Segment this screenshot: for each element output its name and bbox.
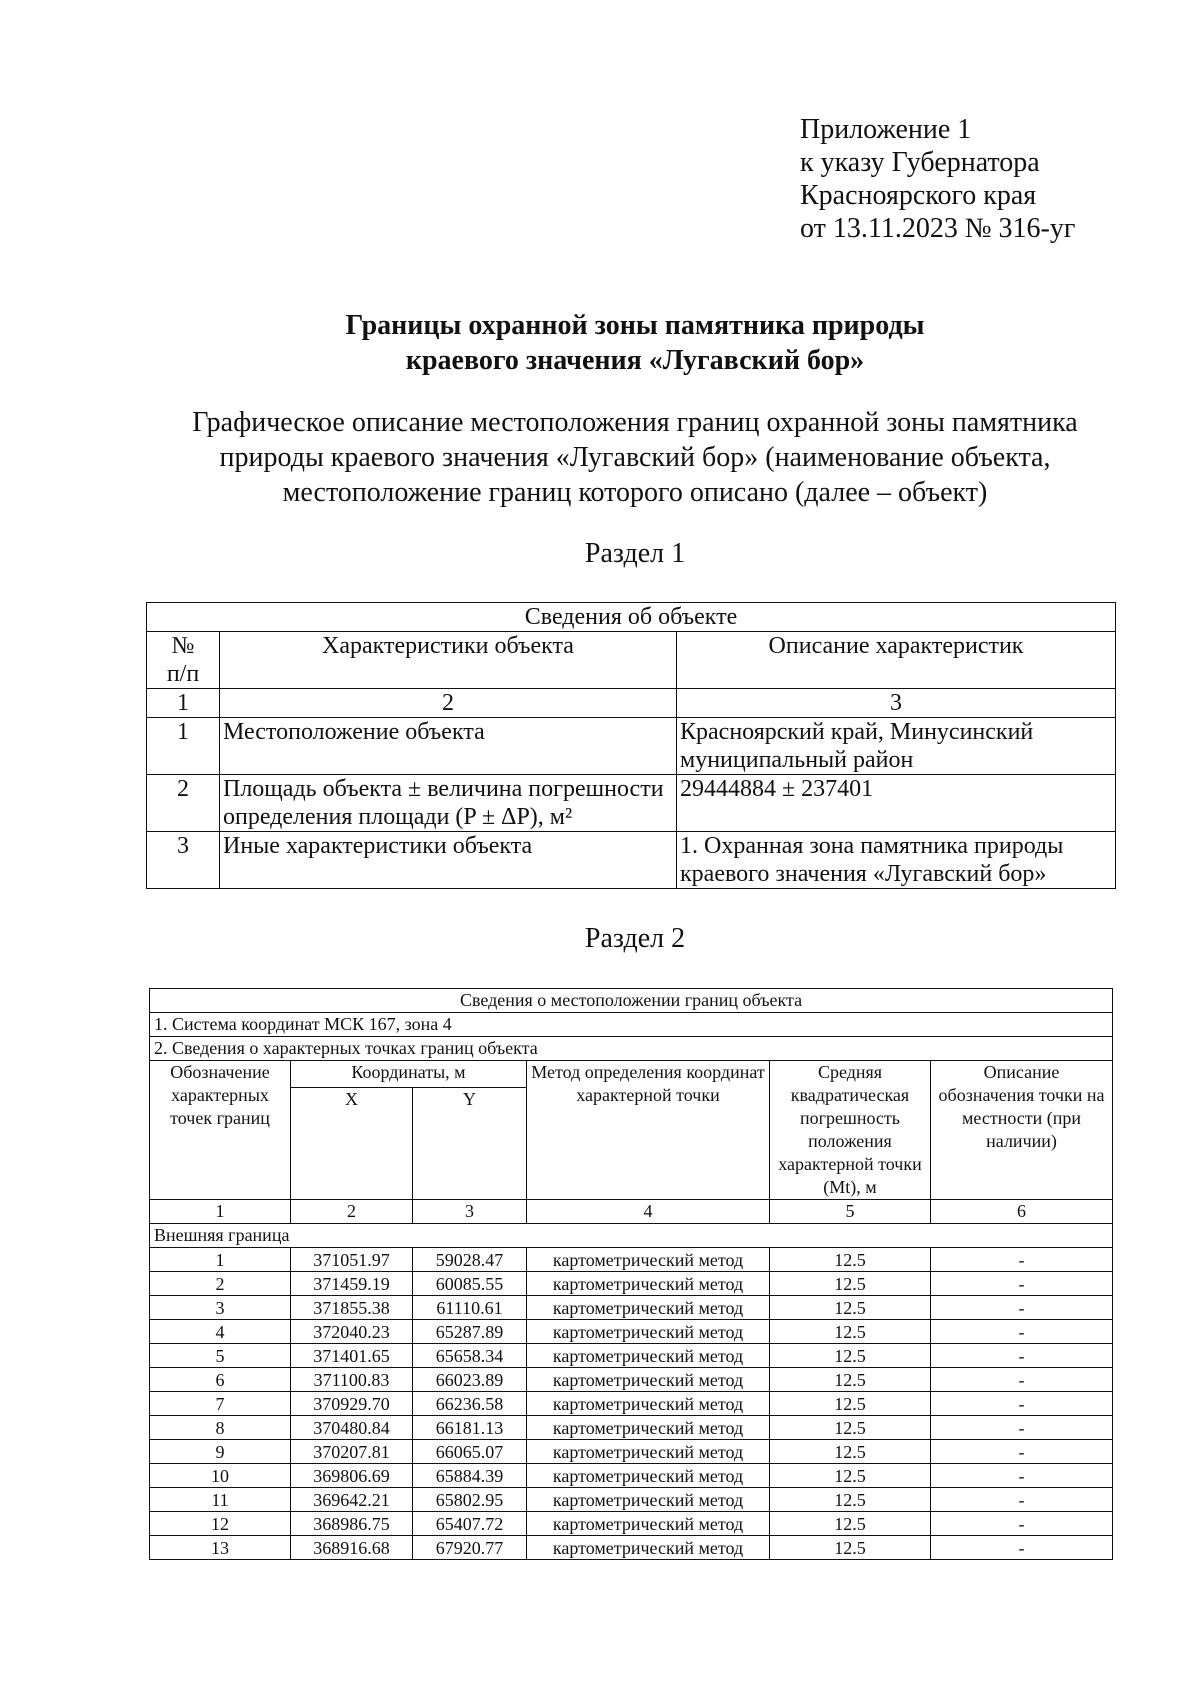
row-characteristic: Местоположение объекта — [220, 718, 677, 775]
appendix-line: Приложение 1 — [800, 114, 972, 145]
header-coordinates: Координаты, м — [291, 1061, 527, 1088]
point-y: 65287.89 — [413, 1320, 527, 1344]
point-method: картометрический метод — [527, 1536, 770, 1560]
table-row — [150, 1488, 1113, 1512]
point-number: 4 — [150, 1320, 291, 1344]
point-number: 10 — [150, 1464, 291, 1488]
point-x: 371051.97 — [291, 1248, 413, 1272]
boundary-points-table — [149, 988, 1113, 1560]
point-error: 12.5 — [770, 1392, 931, 1416]
table-row — [147, 775, 1116, 832]
point-y: 66236.58 — [413, 1392, 527, 1416]
point-method: картометрический метод — [527, 1248, 770, 1272]
point-error: 12.5 — [770, 1464, 931, 1488]
row-characteristic: Площадь объекта ± величина погрешности определения площади (P ± ΔP), м² — [220, 775, 677, 832]
point-method: картометрический метод — [527, 1512, 770, 1536]
graphic-description — [0, 405, 1200, 510]
table-row — [147, 718, 1116, 775]
table-row — [150, 1344, 1113, 1368]
appendix-line: от 13.11.2023 № 316-уг — [800, 213, 1076, 244]
point-mark: - — [931, 1248, 1113, 1272]
point-x: 372040.23 — [291, 1320, 413, 1344]
table-row — [150, 1320, 1113, 1344]
column-number: 1 — [147, 689, 220, 718]
header-description: Описание характеристик — [677, 632, 1116, 689]
point-mark: - — [931, 1416, 1113, 1440]
point-y: 65658.34 — [413, 1344, 527, 1368]
graphic-description-line: Графическое описание местоположения границ охранной зоны памятника — [192, 407, 1078, 438]
point-method: картометрический метод — [527, 1344, 770, 1368]
point-number: 2 — [150, 1272, 291, 1296]
point-mark: - — [931, 1368, 1113, 1392]
point-mark: - — [931, 1488, 1113, 1512]
point-method: картометрический метод — [527, 1320, 770, 1344]
row-number: 2 — [147, 775, 220, 832]
row-number: 1 — [147, 718, 220, 775]
point-y: 67920.77 — [413, 1536, 527, 1560]
point-x: 371100.83 — [291, 1368, 413, 1392]
graphic-description-line: местоположение границ которого описано (далее – объект) — [282, 477, 988, 508]
point-error: 12.5 — [770, 1248, 931, 1272]
table-title: Сведения о местоположении границ объекта — [150, 989, 1113, 1013]
point-method: картометрический метод — [527, 1440, 770, 1464]
table-row — [150, 1464, 1113, 1488]
header-method: Метод определения координат характерной точки — [527, 1061, 770, 1200]
row-description: 1. Охранная зона памятника природы краевого значения «Лугавский бор» — [677, 832, 1116, 889]
column-number: 3 — [677, 689, 1116, 718]
point-number: 9 — [150, 1440, 291, 1464]
point-y: 60085.55 — [413, 1272, 527, 1296]
point-y: 65802.95 — [413, 1488, 527, 1512]
appendix-block — [800, 113, 1075, 245]
point-x: 369806.69 — [291, 1464, 413, 1488]
table-row — [150, 1440, 1113, 1464]
point-number: 6 — [150, 1368, 291, 1392]
header-designation: Обозначение характерных точек границ — [150, 1061, 291, 1200]
point-number: 8 — [150, 1416, 291, 1440]
point-method: картометрический метод — [527, 1416, 770, 1440]
point-mark: - — [931, 1392, 1113, 1416]
point-y: 66065.07 — [413, 1440, 527, 1464]
header-x: X — [291, 1088, 413, 1200]
boundary-label: Внешняя граница — [150, 1224, 1113, 1248]
section-2-heading: Раздел 2 — [584, 923, 686, 954]
point-error: 12.5 — [770, 1296, 931, 1320]
point-mark: - — [931, 1320, 1113, 1344]
point-mark: - — [931, 1344, 1113, 1368]
graphic-description-line: природы краевого значения «Лугавский бор» (наименование объекта, — [219, 442, 1051, 473]
header-number: № п/п — [147, 632, 220, 689]
point-y: 65884.39 — [413, 1464, 527, 1488]
point-method: картометрический метод — [527, 1488, 770, 1512]
point-y: 66181.13 — [413, 1416, 527, 1440]
point-error: 12.5 — [770, 1368, 931, 1392]
point-method: картометрический метод — [527, 1296, 770, 1320]
table-row — [147, 832, 1116, 889]
table-row — [150, 1416, 1113, 1440]
point-method: картометрический метод — [527, 1272, 770, 1296]
title-line: краевого значения «Лугавский бор» — [405, 345, 865, 376]
point-x: 370929.70 — [291, 1392, 413, 1416]
point-error: 12.5 — [770, 1440, 931, 1464]
point-error: 12.5 — [770, 1536, 931, 1560]
point-error: 12.5 — [770, 1488, 931, 1512]
point-number: 13 — [150, 1536, 291, 1560]
point-x: 370480.84 — [291, 1416, 413, 1440]
point-mark: - — [931, 1464, 1113, 1488]
column-number: 2 — [291, 1200, 413, 1224]
point-method: картометрический метод — [527, 1464, 770, 1488]
column-number: 5 — [770, 1200, 931, 1224]
table-row — [150, 1512, 1113, 1536]
column-number: 3 — [413, 1200, 527, 1224]
table-row — [150, 1392, 1113, 1416]
row-characteristic: Иные характеристики объекта — [220, 832, 677, 889]
point-y: 65407.72 — [413, 1512, 527, 1536]
point-method: картометрический метод — [527, 1392, 770, 1416]
point-mark: - — [931, 1272, 1113, 1296]
section-1-heading: Раздел 1 — [584, 538, 686, 569]
header-characteristics: Характеристики объекта — [220, 632, 677, 689]
point-error: 12.5 — [770, 1344, 931, 1368]
points-info: 2. Сведения о характерных точках границ объекта — [150, 1037, 1113, 1061]
point-error: 12.5 — [770, 1320, 931, 1344]
table-title: Сведения об объекте — [147, 603, 1116, 632]
point-mark: - — [931, 1536, 1113, 1560]
point-x: 369642.21 — [291, 1488, 413, 1512]
point-mark: - — [931, 1512, 1113, 1536]
point-method: картометрический метод — [527, 1368, 770, 1392]
column-number: 2 — [220, 689, 677, 718]
column-number: 4 — [527, 1200, 770, 1224]
column-number: 6 — [931, 1200, 1113, 1224]
table-row — [150, 1296, 1113, 1320]
point-mark: - — [931, 1296, 1113, 1320]
column-number: 1 — [150, 1200, 291, 1224]
header-mark: Описание обозначения точки на местности (при наличии) — [931, 1061, 1113, 1200]
header-y: Y — [413, 1088, 527, 1200]
table-row — [150, 1248, 1113, 1272]
point-number: 12 — [150, 1512, 291, 1536]
object-info-table — [146, 602, 1116, 889]
coordinate-system: 1. Система координат МСК 167, зона 4 — [150, 1013, 1113, 1037]
point-y: 59028.47 — [413, 1248, 527, 1272]
point-y: 61110.61 — [413, 1296, 527, 1320]
table-row — [150, 1272, 1113, 1296]
point-x: 371401.65 — [291, 1344, 413, 1368]
point-y: 66023.89 — [413, 1368, 527, 1392]
point-number: 5 — [150, 1344, 291, 1368]
point-number: 11 — [150, 1488, 291, 1512]
table-row — [150, 1368, 1113, 1392]
point-x: 368986.75 — [291, 1512, 413, 1536]
point-error: 12.5 — [770, 1512, 931, 1536]
point-x: 371855.38 — [291, 1296, 413, 1320]
row-description: Красноярский край, Минусинский муниципальный район — [677, 718, 1116, 775]
point-mark: - — [931, 1440, 1113, 1464]
appendix-line: к указу Губернатора — [800, 147, 1040, 178]
table-row — [150, 1536, 1113, 1560]
point-number: 7 — [150, 1392, 291, 1416]
point-x: 371459.19 — [291, 1272, 413, 1296]
title-line: Границы охранной зоны памятника природы — [345, 310, 925, 341]
points-body — [150, 1248, 1113, 1560]
point-x: 368916.68 — [291, 1536, 413, 1560]
point-error: 12.5 — [770, 1416, 931, 1440]
point-number: 3 — [150, 1296, 291, 1320]
document-title — [0, 308, 1200, 378]
row-number: 3 — [147, 832, 220, 889]
header-error: Средняя квадратическая погрешность положения характерной точки (Mt), м — [770, 1061, 931, 1200]
appendix-line: Красноярского края — [800, 180, 1037, 211]
row-description: 29444884 ± 237401 — [677, 775, 1116, 832]
point-error: 12.5 — [770, 1272, 931, 1296]
point-number: 1 — [150, 1248, 291, 1272]
point-x: 370207.81 — [291, 1440, 413, 1464]
